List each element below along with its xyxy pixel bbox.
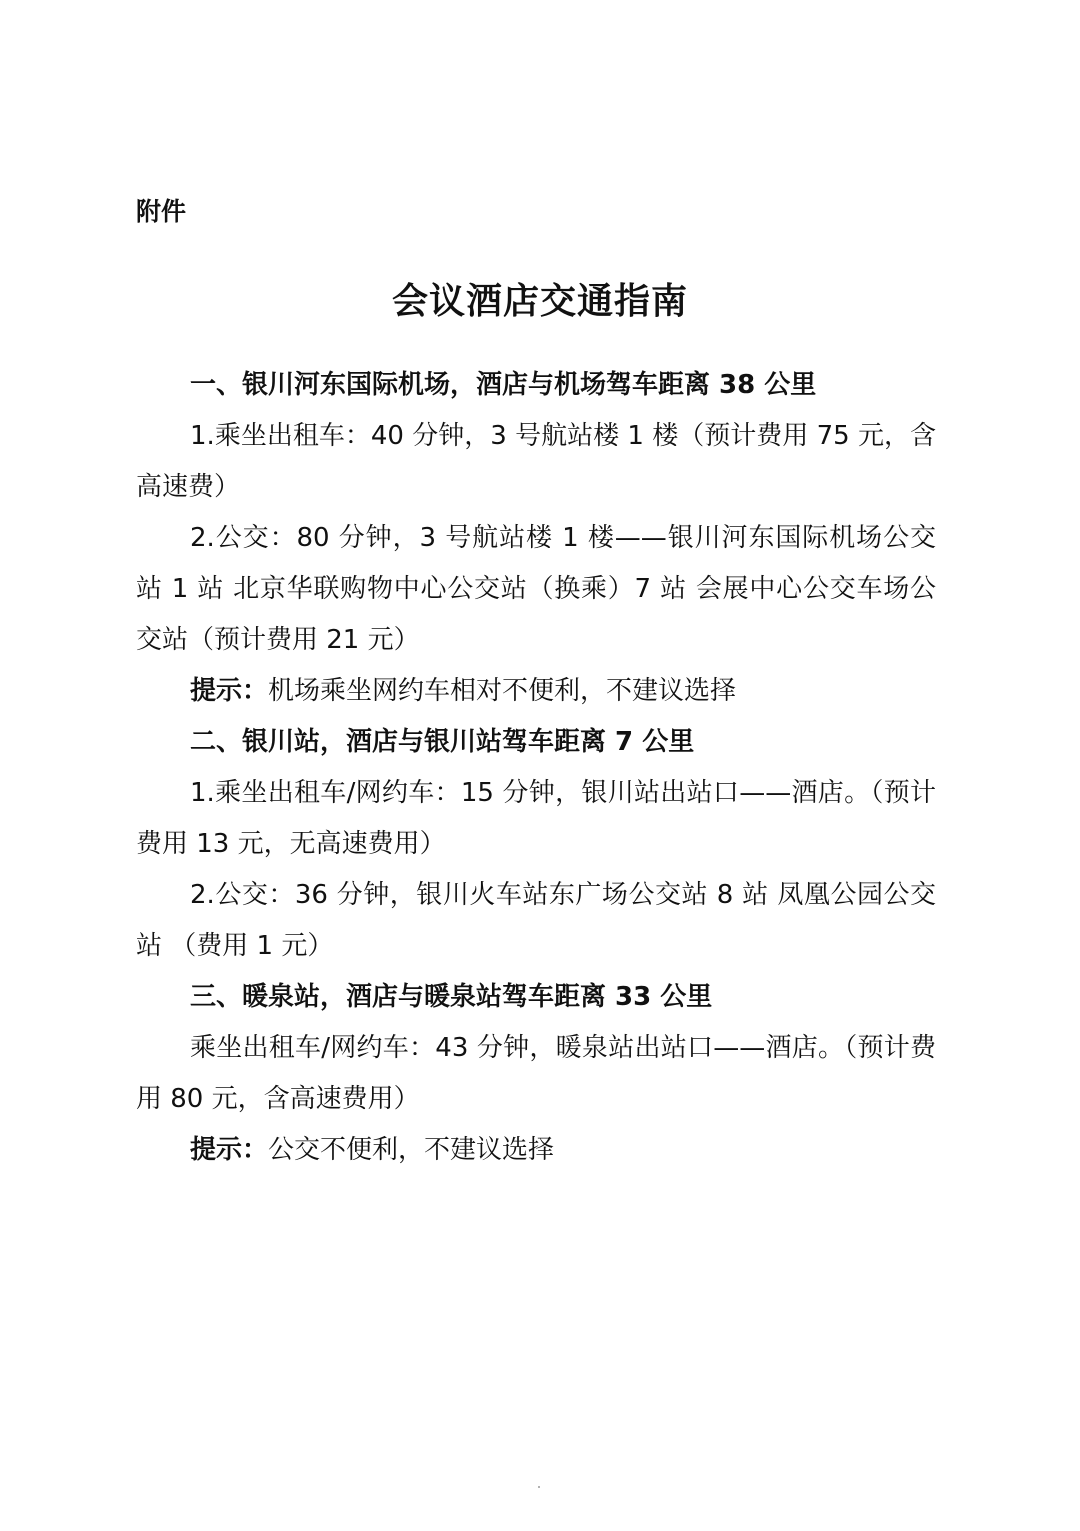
yinchuan-taxi-item: 1.乘坐出租车/网约车：15 分钟，银川站出站口——酒店。（预计费用 13 元，无高速费用） [136, 778, 936, 859]
airport-bus-item: 2.公交：80 分钟，3 号航站楼 1 楼——银川河东国际机场公交站 1 站 北京华联购物中心公交站（换乘）7 站 会展中心公交车场公交站（预计费用 21 元） [136, 523, 936, 655]
yinchuan-bus-item: 2.公交：36 分钟，银川火车站东广场公交站 8 站 凤凰公园公交站 （费用 1 元） [136, 880, 936, 961]
section-heading-airport: 一、银川河东国际机场，酒店与机场驾车距离 38 公里 [190, 370, 817, 400]
document-body [136, 360, 936, 1176]
airport-tip [136, 666, 936, 717]
section-heading-nuanquan-station: 三、暖泉站，酒店与暖泉站驾车距离 33 公里 [190, 982, 713, 1012]
tip-label: 提示： [190, 676, 269, 706]
nuanquan-tip [136, 1125, 936, 1176]
nuanquan-taxi-item: 乘坐出租车/网约车：43 分钟，暖泉站出站口——酒店。（预计费用 80 元，含高速费用） [136, 1033, 936, 1114]
tip-label: 提示： [190, 1135, 269, 1165]
document-title: 会议酒店交通指南 [391, 281, 688, 322]
tip-text: 机场乘坐网约车相对不便利，不建议选择 [268, 676, 737, 706]
scan-speck [538, 1486, 540, 1488]
attachment-label: 附件 [136, 197, 187, 226]
airport-taxi-item: 1.乘坐出租车：40 分钟，3 号航站楼 1 楼（预计费用 75 元，含高速费） [136, 421, 936, 502]
tip-text: 公交不便利，不建议选择 [268, 1135, 555, 1165]
section-heading-yinchuan-station: 二、银川站，酒店与银川站驾车距离 7 公里 [190, 727, 695, 757]
